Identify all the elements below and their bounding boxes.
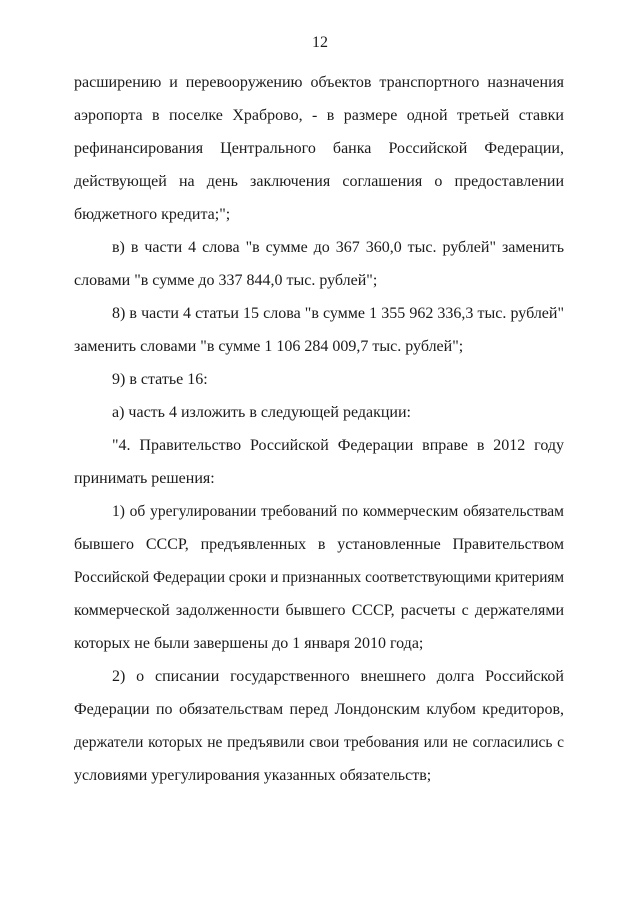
text-line: словами "в сумме до 337 844,0 тыс. рублей"; [74, 272, 378, 289]
text-line: Федерации по обязательствам перед Лондонским клубом кредиторов, [74, 701, 564, 718]
text-line: а) часть 4 изложить в следующей редакции: [112, 404, 411, 421]
text-line: принимать решения: [74, 470, 215, 487]
text-line: держатели которых не предъявили свои требования или не согласились с [74, 734, 564, 751]
text-line: "4. Правительство Российской Федерации вправе в 2012 году [112, 437, 564, 454]
text-line: коммерческой задолженности бывшего СССР, расчеты с держателями [74, 602, 564, 619]
text-line: заменить словами "в сумме 1 106 284 009,7 тыс. рублей"; [74, 338, 464, 355]
text-line: условиями урегулирования указанных обязательств; [74, 767, 432, 784]
text-line: Российской Федерации сроки и признанных соответствующими критериям [74, 569, 565, 586]
text-line: бывшего СССР, предъявленных в установленные Правительством [74, 536, 564, 553]
text-line: расширению и перевооружению объектов транспортного назначения [74, 74, 564, 91]
text-line: бюджетного кредита;"; [74, 206, 231, 223]
text-line: действующей на день заключения соглашения о предоставлении [74, 173, 564, 190]
text-line: в) в части 4 слова "в сумме до 367 360,0 тыс. рублей" заменить [112, 239, 564, 256]
text-line: которых не были завершены до 1 января 2010 года; [74, 635, 424, 652]
text-line: 9) в статье 16: [112, 371, 208, 388]
text-line: 2) о списании государственного внешнего долга Российской [112, 668, 564, 685]
text-line: 8) в части 4 статьи 15 слова "в сумме 1 355 962 336,3 тыс. рублей" [112, 305, 564, 322]
document-body [74, 66, 564, 792]
page-number: 12 [312, 34, 328, 51]
text-line: рефинансирования Центрального банка Российской Федерации, [74, 140, 564, 157]
text-line: 1) об урегулировании требований по коммерческим обязательствам [112, 503, 564, 520]
text-line: аэропорта в поселке Храброво, - в размере одной третьей ставки [74, 107, 564, 124]
